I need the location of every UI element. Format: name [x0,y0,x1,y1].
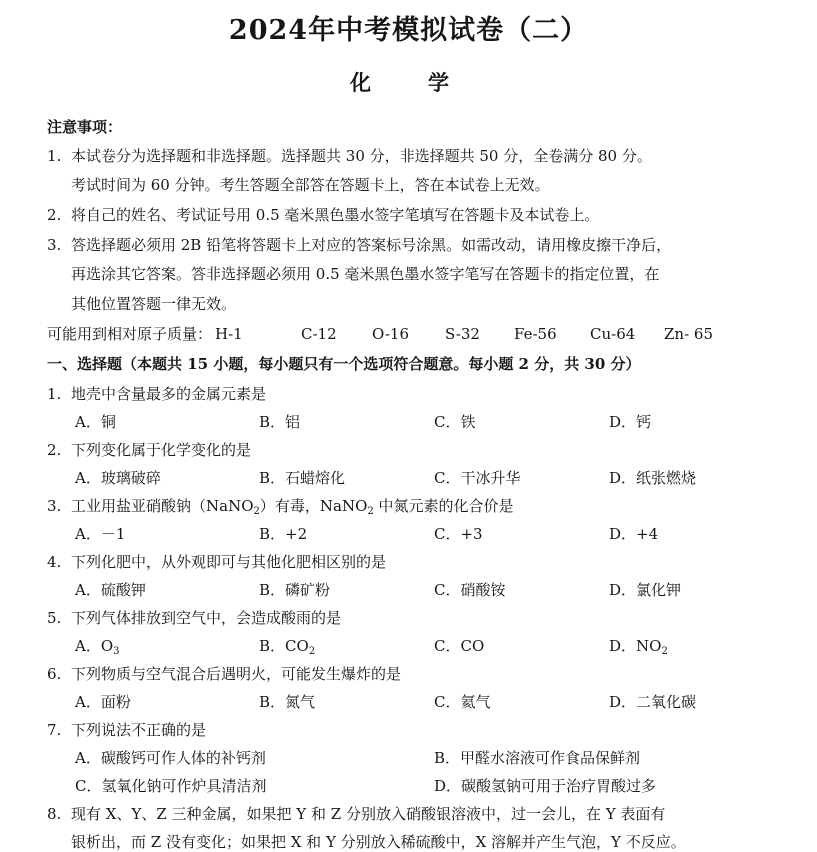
note-3-line-1: 答选择题必须用 2B 铅笔将答题卡上对应的答案标号涂黑。如需改动，请用橡皮擦干净后， [71,236,672,254]
note-3-num: 3. [47,236,62,254]
note-3-line-3: 其他位置答题一律无效。 [71,295,237,313]
option-c: C．CO [434,637,485,655]
question-number: 4. [47,553,62,571]
notes-heading: 注意事项： [47,118,123,136]
option-d: D．+4 [609,525,659,543]
question-number: 1. [47,385,62,403]
note-2-num: 2. [47,206,62,224]
option-b: B．氮气 [259,693,316,711]
question-number: 8. [47,805,62,823]
option-c: C．氦气 [434,693,491,711]
option-c: C．硝酸铵 [434,581,506,599]
question-number: 2. [47,441,62,459]
question-stem: 下列说法不正确的是 [71,721,207,739]
option-d: D．碳酸氢钠可用于治疗胃酸过多 [434,777,657,795]
exam-title: 2024年中考模拟试卷（二） [228,15,589,46]
option-d: D．二氧化碳 [609,693,697,711]
option-a: A．铜 [75,413,116,431]
atomic-mass-value: Fe-56 [514,325,557,343]
question-stem: 下列变化属于化学变化的是 [71,441,252,459]
question-number: 7. [47,721,62,739]
note-1-line-1: 本试卷分为选择题和非选择题。选择题共 30 分，非选择题共 50 分，全卷满分 80 分。 [71,147,652,165]
option-a: A．面粉 [75,693,131,711]
option-d: D．$NO_2$ [609,637,668,657]
option-d: D．氯化钾 [609,581,682,599]
question-stem: 银析出，而 Z 没有变化；如果把 X 和 Y 分别放入稀硫酸中，X 溶解并产生气泡，Y 不反应。 [71,833,686,851]
option-b: B．+2 [259,525,308,543]
option-b: B．$CO_2$ [259,637,316,657]
option-b: B．磷矿粉 [259,581,331,599]
question-stem: 下列化肥中，从外观即可与其他化肥相区别的是 [71,553,387,571]
option-a: A．碳酸钙可作人体的补钙剂 [75,749,266,767]
question-stem: 下列物质与空气混合后遇明火，可能发生爆炸的是 [71,665,402,683]
option-d: D．纸张燃烧 [609,469,697,487]
note-1-line-2: 考试时间为 60 分钟。考生答题全部答在答题卡上，答在本试卷上无效。 [71,176,550,194]
option-a: A．$O_3$ [75,637,120,657]
atomic-mass-value: S-32 [445,325,480,343]
option-c: C．铁 [434,413,476,431]
question-number: 6. [47,665,62,683]
option-c: C．干冰升华 [434,469,521,487]
question-number: 3. [47,497,62,515]
question-stem: 现有 X、Y、Z 三种金属，如果把 Y 和 Z 分别放入硝酸银溶液中，过一会儿，在 Y 表面有 [71,805,666,823]
atomic-mass-value: Zn- 65 [664,325,714,343]
option-b: B．石蜡熔化 [259,469,346,487]
atomic-mass-label: 可能用到相对原子质量： [47,325,213,343]
question-stem: 地壳中含量最多的金属元素是 [71,385,267,403]
section-heading: 一、选择题（本题共 15 小题，每小题只有一个选项符合题意。每小题 2 分，共 30 分） [47,355,641,373]
option-c: C．+3 [434,525,483,543]
option-d: D．钙 [609,413,652,431]
question-stem: 下列气体排放到空气中，会造成酸雨的是 [71,609,342,627]
option-b: B．甲醛水溶液可作食品保鲜剂 [434,749,641,767]
option-b: B．铝 [259,413,301,431]
note-2-line-1: 将自己的姓名、考试证号用 0.5 毫米黑色墨水签字笔填写在答题卡及本试卷上。 [71,206,600,224]
option-a: A．－1 [75,525,126,543]
question-number: 5. [47,609,62,627]
atomic-mass-value: O-16 [372,325,410,343]
question-stem: 工业用盐亚硝酸钠（NaNO$_2$）有毒，NaNO$_2$ 中氮元素的化合价是 [71,497,514,517]
option-a: A．玻璃破碎 [75,469,161,487]
option-c: C．氢氧化钠可作炉具清洁剂 [75,777,267,795]
atomic-mass-value: Cu-64 [590,325,636,343]
note-3-line-2: 再选涂其它答案。答非选择题必须用 0.5 毫米黑色墨水签字笔写在答题卡的指定位置，在 [71,265,660,283]
note-1-num: 1. [47,147,62,165]
exam-subject: 化 学 [350,70,467,95]
atomic-mass-value: H-1 [215,325,243,343]
option-a: A．硫酸钾 [75,581,146,599]
atomic-mass-value: C-12 [301,325,337,343]
